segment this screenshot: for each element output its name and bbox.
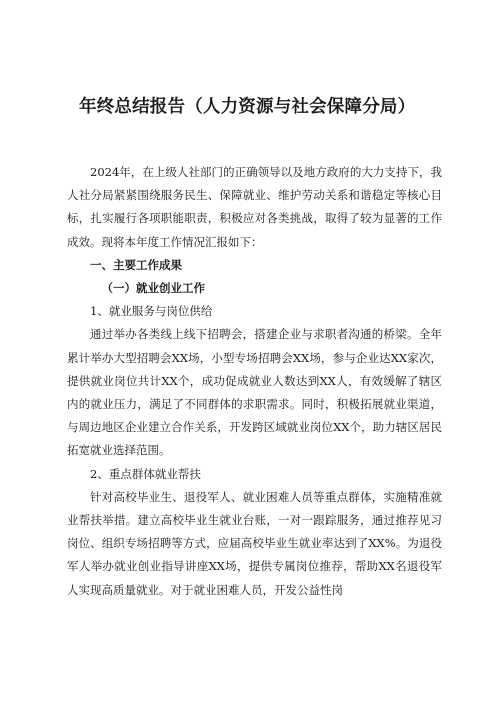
item-paragraph-employment-services: 通过举办各类线上线下招聘会，搭建企业与求职者沟通的桥梁。全年累计举办大型招聘会XX场，小型专场招聘会XX场，参与企业达XX家次，提供就业岗位共计XX个，成功促成就业人数达到XX人，有效缓解了辖区内的就业压力，满足了不同群体的求职需求。同时，积极拓展就业渠道，与周边地区企业建立合作关系，开发跨区域就业岗位XX个，助力辖区居民拓宽就业选择范围。	[67, 327, 442, 458]
item-heading-key-groups: 2、重点群体就业帮扶	[90, 466, 201, 481]
subsection-heading-employment: （一）就业创业工作	[101, 281, 205, 296]
document-body	[67, 161, 442, 602]
item-heading-employment-services: 1、就业服务与岗位供给	[90, 304, 213, 319]
document-title: 年终总结报告（人力资源与社会保障分局）	[79, 97, 416, 117]
section-heading-main-results: 一、主要工作成果	[90, 257, 182, 272]
item-paragraph-key-groups: 针对高校毕业生、退役军人、就业困难人员等重点群体，实施精准就业帮扶举措。建立高校毕业生就业台账，一对一跟踪服务，通过推荐见习岗位、组织专场招聘等方式，应届高校毕业生就业率达到了XX%。为退役军人举办就业创业指导讲座XX场，提供专属岗位推荐，帮助XX名退役军人实现高质量就业。对于就业困难人员，开发公益性岗	[67, 489, 442, 597]
intro-paragraph: 2024年，在上级人社部门的正确领导以及地方政府的大力支持下，我人社分局紧紧围绕服务民生、保障就业、维护劳动关系和谐稳定等核心目标，扎实履行各项职能职责，积极应对各类挑战，取得了较为显著的工作成效。现将本年度工作情况汇报如下：	[67, 165, 442, 249]
